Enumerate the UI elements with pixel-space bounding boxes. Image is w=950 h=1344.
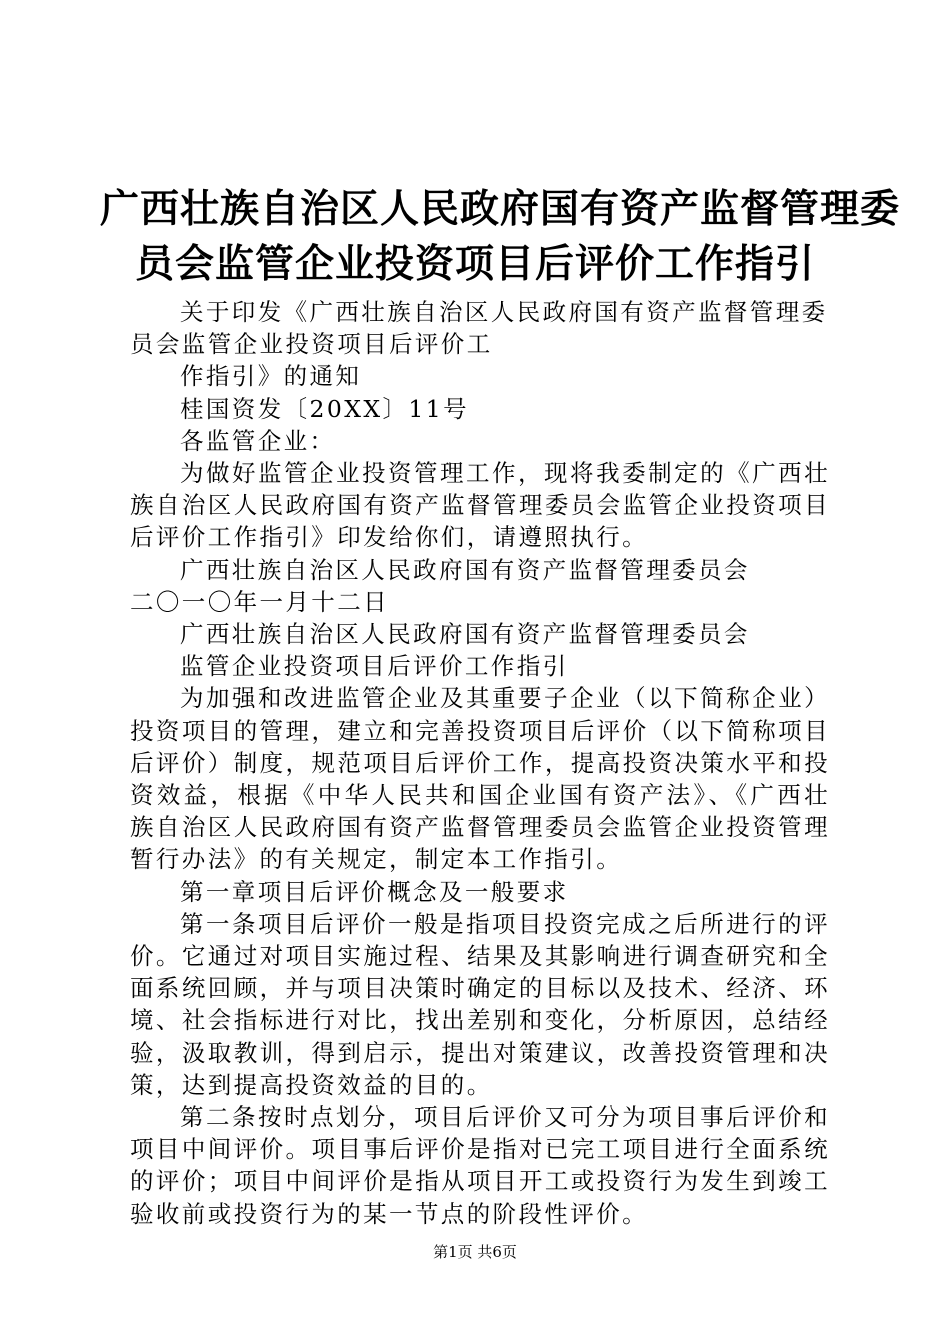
page-number-footer: 第1页 共6页: [433, 1243, 517, 1261]
chapter-heading: 第一章项目后评价概念及一般要求: [180, 877, 569, 906]
article-2: 第二条按时点划分，项目后评价又可分为项目事后评价和项目中间评价。项目事后评价是指对已完工项目进行全面系统的评价；项目中间评价是指从项目开工或投资行为发生到竣工验收前或投资行为的某一节点的阶段性评价。: [130, 1103, 830, 1228]
issuer-name: 广西壮族自治区人民政府国有资产监督管理委员会: [180, 555, 750, 584]
document-body: [130, 296, 830, 1230]
notice-body: 为做好监管企业投资管理工作，现将我委制定的《广西壮族自治区人民政府国有资产监督管理委员会监管企业投资项目后评价工作指引》印发给你们，请遵照执行。: [130, 459, 830, 552]
guideline-preamble: 为加强和改进监管企业及其重要子企业（以下简称企业）投资项目的管理，建立和完善投资项目后评价（以下简称项目后评价）制度，规范项目后评价工作，提高投资决策水平和投资效益，根据《中华人民共和国企业国有资产法》、《广西壮族自治区人民政府国有资产监督管理委员会监管企业投资管理暂行办法》的有关规定，制定本工作指引。: [130, 684, 830, 874]
guideline-title: 监管企业投资项目后评价工作指引: [180, 652, 569, 681]
document-title-line-1: 广西壮族自治区人民政府国有资产监督管理委: [100, 187, 901, 232]
issue-date: 二〇一〇年一月十二日: [130, 587, 389, 616]
salutation: 各监管企业：: [180, 426, 336, 455]
document-number: 桂国资发〔20XX〕11号: [180, 394, 469, 423]
notice-heading: 关于印发《广西壮族自治区人民政府国有资产监督管理委员会监管企业投资项目后评价工: [130, 298, 828, 359]
document-title-line-2: 员会监管企业投资项目后评价工作指引: [134, 242, 815, 287]
article-1: 第一条项目后评价一般是指项目投资完成之后所进行的评价。它通过对项目实施过程、结果及其影响进行调查研究和全面系统回顾，并与项目决策时确定的目标以及技术、经济、环境、社会指标进行对比，找出差别和变化，分析原因，总结经验，汲取教训，得到启示，提出对策建议，改善投资管理和决策，达到提高投资效益的目的。: [130, 909, 830, 1099]
guideline-issuer: 广西壮族自治区人民政府国有资产监督管理委员会: [180, 620, 750, 649]
notice-heading-cont: 作指引》的通知: [180, 362, 362, 391]
